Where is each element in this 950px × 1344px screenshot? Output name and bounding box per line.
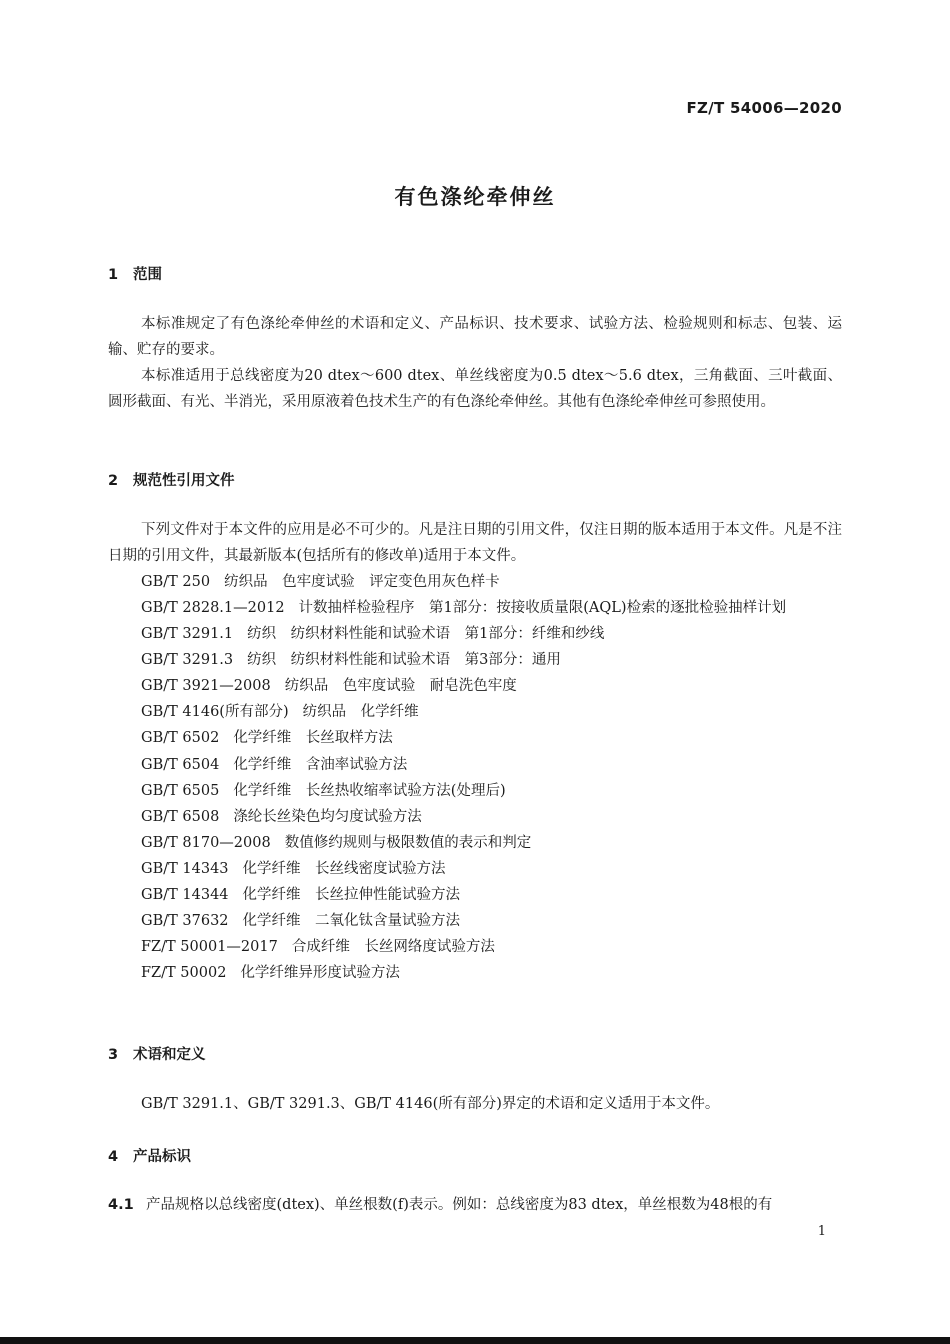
reference-item [108, 569, 842, 595]
section-title: 术语和定义 [133, 1047, 206, 1063]
section-number: 4 [108, 1149, 119, 1165]
reference-title: 数值修约规则与极限数值的表示和判定 [284, 834, 532, 851]
references-intro: 下列文件对于本文件的应用是必不可少的。凡是注日期的引用文件，仅注日期的版本适用于本文件。凡是不注日期的引用文件，其最新版本(包括所有的修改单)适用于本文件。 [108, 522, 842, 564]
reference-code: GB/T 250 [141, 574, 211, 590]
section-1-heading [108, 263, 162, 284]
reference-item [108, 830, 842, 856]
section-4-heading [108, 1145, 191, 1166]
section-3-heading [108, 1043, 206, 1064]
terms-paragraph: GB/T 3291.1、GB/T 3291.3、GB/T 4146(所有部分)界定的术语和定义适用于本文件。 [141, 1096, 720, 1112]
section-number: 2 [108, 473, 119, 489]
reference-item [108, 699, 842, 725]
reference-title: 化学纤维 长丝线密度试验方法 [242, 860, 446, 877]
reference-item [108, 934, 842, 960]
reference-code: GB/T 4146(所有部分) [141, 704, 289, 721]
reference-item [108, 778, 842, 804]
bottom-border [0, 1337, 950, 1344]
reference-code: GB/T 14344 [141, 887, 229, 904]
reference-item [108, 908, 842, 934]
reference-item [108, 647, 842, 673]
reference-title: 纺织 纺织材料性能和试验术语 第3部分：通用 [247, 652, 561, 669]
section-title: 产品标识 [133, 1149, 191, 1165]
reference-title: 化学纤维 二氧化钛含量试验方法 [242, 913, 461, 930]
page-number: 1 [817, 1224, 826, 1239]
clause-4-1 [108, 1193, 842, 1214]
scope-paragraph-2: 本标准适用于总线密度为20 dtex～600 dtex、单丝线密度为0.5 dtex～5.6 dtex，三角截面、三叶截面、圆形截面、有光、半消光，采用原液着色技术生产的有色涤纶牵伸丝。其他有色涤纶牵伸丝可参照使用。 [108, 368, 842, 410]
reference-item [108, 960, 842, 986]
reference-item [108, 725, 842, 751]
reference-item [108, 804, 842, 830]
clause-text: 产品规格以总线密度(dtex)、单丝根数(f)表示。例如：总线密度为83 dtex，单丝根数为48根的有 [146, 1197, 773, 1213]
clause-number: 4.1 [108, 1197, 134, 1213]
reference-title: 纺织品 色牢度试验 评定变色用灰色样卡 [224, 574, 500, 590]
reference-title: 化学纤维 含油率试验方法 [233, 756, 408, 773]
reference-code: GB/T 37632 [141, 913, 229, 930]
scope-paragraph-1: 本标准规定了有色涤纶牵伸丝的术语和定义、产品标识、技术要求、试验方法、检验规则和标志、包装、运输、贮存的要求。 [108, 316, 842, 358]
normative-references-list [108, 569, 842, 986]
reference-code: GB/T 3291.1 [141, 626, 234, 643]
section-number: 1 [108, 267, 119, 283]
reference-code: FZ/T 50001—2017 [141, 939, 278, 956]
section-title: 范围 [133, 267, 162, 283]
section-number: 3 [108, 1047, 119, 1063]
reference-item [108, 621, 842, 647]
reference-code: GB/T 6502 [141, 730, 220, 747]
reference-title: 化学纤维 长丝取样方法 [233, 730, 393, 747]
reference-code: GB/T 2828.1—2012 [141, 600, 285, 617]
reference-code: GB/T 8170—2008 [141, 834, 271, 851]
reference-item [108, 595, 842, 621]
reference-title: 化学纤维 长丝热收缩率试验方法(处理后) [233, 782, 506, 799]
reference-code: GB/T 3291.3 [141, 652, 234, 669]
reference-item [108, 673, 842, 699]
reference-code: GB/T 6505 [141, 782, 220, 799]
reference-title: 纺织品 化学纤维 [302, 704, 419, 721]
reference-item [108, 856, 842, 882]
reference-code: FZ/T 50002 [141, 965, 227, 982]
reference-title: 计数抽样检验程序 第1部分：按接收质量限(AQL)检索的逐批检验抽样计划 [298, 600, 787, 617]
reference-title: 纺织 纺织材料性能和试验术语 第1部分：纤维和纱线 [247, 626, 605, 643]
reference-title: 化学纤维 长丝拉伸性能试验方法 [242, 887, 461, 904]
reference-item [108, 752, 842, 778]
section-2-heading [108, 469, 235, 490]
reference-code: GB/T 6508 [141, 808, 220, 825]
reference-item [108, 882, 842, 908]
reference-title: 合成纤维 长丝网络度试验方法 [291, 939, 495, 956]
reference-title: 纺织品 色牢度试验 耐皂洗色牢度 [284, 678, 517, 695]
section-title: 规范性引用文件 [133, 473, 235, 489]
reference-title: 化学纤维异形度试验方法 [240, 965, 400, 982]
reference-title: 涤纶长丝染色均匀度试验方法 [233, 808, 422, 825]
reference-code: GB/T 6504 [141, 756, 220, 773]
document-title: 有色涤纶牵伸丝 [394, 185, 556, 209]
standard-code: FZ/T 54006—2020 [686, 99, 842, 117]
reference-code: GB/T 3921—2008 [141, 678, 271, 695]
reference-code: GB/T 14343 [141, 860, 229, 877]
